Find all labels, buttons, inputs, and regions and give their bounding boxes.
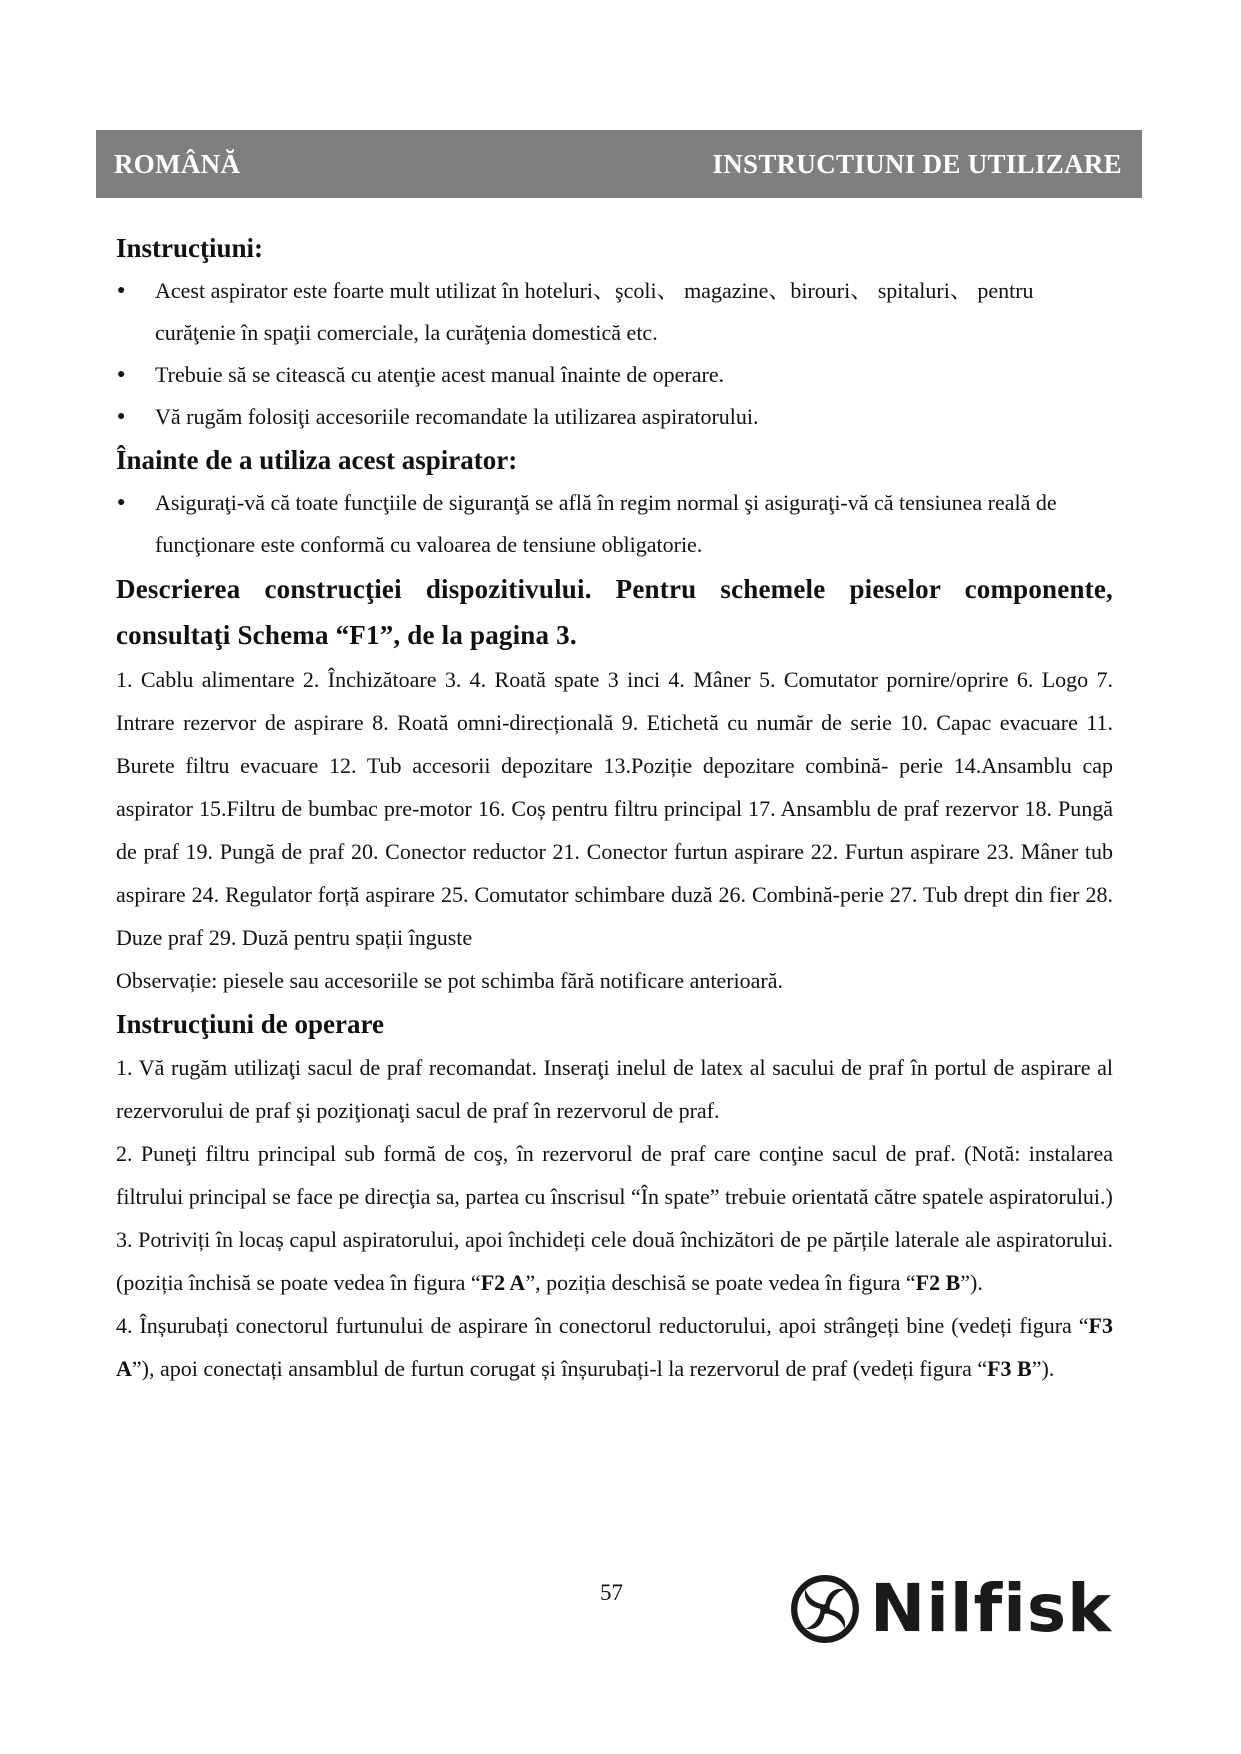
section-heading-before-use: Înainte de a utiliza acest aspirator: [116,445,518,475]
before-use-list [116,482,1113,566]
list-item: ● Asiguraţi-vă că toate funcţiile de siguranţă se află în regim normal şi asiguraţi-vă că tensiunea reală de funcţionare este conformă cu valoarea de tensiune obligatorie. [116,482,1113,566]
list-item: ● Trebuie să se citească cu atenţie acest manual înainte de operare. [116,354,1113,396]
figure-ref-f3b: F3 B [987,1356,1032,1381]
list-item: ● Acest aspirator este foarte mult utilizat în hoteluri、şcoli、 magazine、birouri、 spitaluri、 pentru curăţenie în spaţii comerciale, la curăţenia domestică etc. [116,270,1113,354]
parts-list: 1. Cablu alimentare 2. Închizătoare 3. 4. Roată spate 3 inci 4. Mâner 5. Comutator pornire/oprire 6. Logo 7. Intrare rezervor de aspirare 8. Roată omni-direcțională 9. Etichetă cu număr de serie 10. Capac evacuare 11. Burete filtru evacuare 12. Tub accesorii depozitare 13.Poziție depozitare combină- perie 14.Ansamblu cap aspirator 15.Filtru de bumbac pre-motor 16. Coș pentru filtru principal 17. Ansamblu de praf rezervor 18. Pungă de praf 19. Pungă de praf 20. Conector reductor 21. Conector furtun aspirare 22. Furtun aspirare 23. Mâner tub aspirare 24. Regulator forță aspirare 25. Comutator schimbare duză 26. Combină-perie 27. Tub drept din fier 28. Duze praf 29. Duză pentru spații înguste [116,667,1113,950]
figure-ref-f3a: F3 A [116,1313,1113,1381]
parts-note: Observație: piesele sau accesoriile se pot schimba fără notificare anterioară. [116,968,784,993]
operation-step-3: 3. Potriviți în locaș capul aspiratorului, apoi închideți cele două închizători de pe părțile laterale ale aspiratorului. (poziția închisă se poate vedea în figura “F2 A”, poziția deschisă se poate vedea în figura “F2 B”). [116,1227,1113,1295]
figure-ref-f2a: F2 A [480,1270,526,1295]
nilfisk-swirl-icon [790,1574,860,1644]
nilfisk-logo [790,1572,1112,1646]
section-heading-construction: Descrierea construcţiei dispozitivului. Pentru schemele pieselor componente, consultaţi Schema “F1”, de la pagina 3. [116,574,1113,650]
list-item: ● Vă rugăm folosiţi accesoriile recomandate la utilizarea aspiratorului. [116,396,1113,438]
section-heading-operation: Instrucţiuni de operare [116,1009,384,1039]
operation-step-4: 4. Înșurubați conectorul furtunului de aspirare în conectorul reductorului, apoi strângeți bine (vedeți figura “F3 A”), apoi conectați ansamblul de furtun corugat și înșurubați-l la rezervorul de praf (vedeți figura “F3 B”). [116,1313,1113,1381]
operation-step-2: 2. Puneţi filtru principal sub formă de coş, în rezervorul de praf care conţine sacul de praf. (Notă: instalarea filtrului principal se face pe direcţia sa, partea cu înscrisul “În spate” trebuie orientată către spatele aspiratorului.) [116,1141,1113,1209]
header-language: ROMÂNĂ [114,148,241,179]
brand-name: Nilfisk [870,1570,1112,1647]
header-bar [96,130,1142,198]
instructions-list [116,270,1113,438]
page-number: 57 [600,1580,623,1605]
header-title: INSTRUCTIUNI DE UTILIZARE [712,148,1122,179]
operation-step-1: 1. Vă rugăm utilizaţi sacul de praf recomandat. Inseraţi inelul de latex al sacului de praf în portul de aspirare al rezervorului de praf şi poziţionaţi sacul de praf în rezervorul de praf. [116,1055,1113,1123]
figure-ref-f2b: F2 B [915,1270,961,1295]
page-content [116,226,1113,1390]
section-heading-instructions: Instrucţiuni: [116,233,264,263]
